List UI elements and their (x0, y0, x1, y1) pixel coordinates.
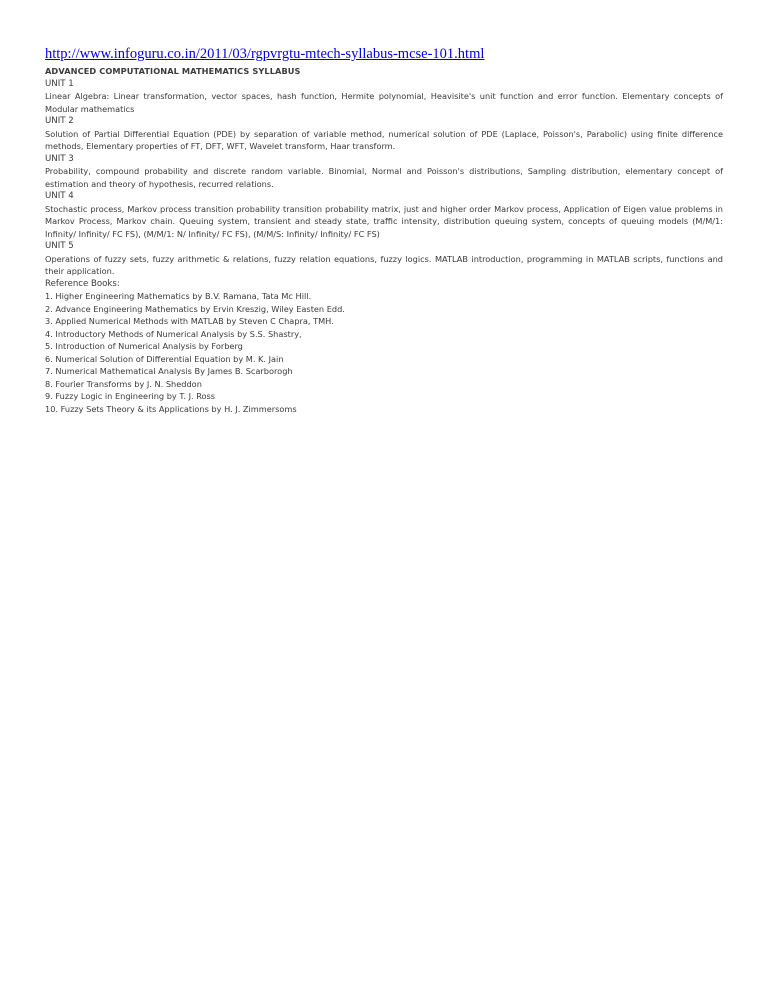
reference-item: 9. Fuzzy Logic in Engineering by T. J. Ross (45, 391, 216, 401)
reference-item: 6. Numerical Solution of Differential Equation by M. K. Jain (45, 353, 284, 364)
reference-item: 8. Fourier Transforms by J. N. Sheddon (45, 378, 202, 389)
reference-item: 5. Introduction of Numerical Analysis by Forberg (45, 341, 243, 351)
unit-2-heading: UNIT 2 (45, 116, 74, 126)
reference-item: 7. Numerical Mathematical Analysis By James B. Scarborogh (45, 366, 293, 376)
unit-4-text: Stochastic process, Markov process transition probability transition probability matrix, just and higher order Markov process, Application of Eigen value problems in Markov Process, Markov chain. Queuing system, transient and steady state, traffic intensity, distribution queuing system, concepts of queuing models (M/M/1: Infinity/ Infinity/ FC FS), (M/M/1: N/ Infinity/ FC FS), (M/M/S: Infinity/ Infinity/ FC FS) (45, 203, 723, 239)
reference-item: 4. Introductory Methods of Numerical Analysis by S.S. Shastry, (45, 328, 302, 339)
unit-5-text: Operations of fuzzy sets, fuzzy arithmetic & relations, fuzzy relation equations, fuzzy logics. MATLAB introduction, programming in MATLAB scripts, functions and their application. (45, 253, 723, 276)
unit-5-heading: UNIT 5 (45, 241, 74, 251)
reference-list (45, 290, 723, 415)
unit-1-heading: UNIT 1 (45, 78, 74, 89)
unit-1-text: Linear Algebra: Linear transformation, vector spaces, hash function, Hermite polynomial, Heavisite's unit function and error function. Elementary concepts of Modular mathematics (45, 91, 723, 114)
reference-item: 2. Advance Engineering Mathematics by Ervin Kreszig, Wiley Easten Edd. (45, 303, 345, 314)
unit-2-section (45, 115, 723, 153)
unit-4-section (45, 190, 723, 240)
source-link[interactable]: http://www.infoguru.co.in/2011/03/rgpvrgtu-mtech-syllabus-mcse-101.html (45, 46, 485, 62)
unit-5-section (45, 240, 723, 278)
syllabus-title: ADVANCED COMPUTATIONAL MATHEMATICS SYLLABUS (45, 66, 301, 76)
references-heading: Reference Books: (45, 278, 120, 289)
unit-1-section (45, 78, 723, 116)
unit-3-heading: UNIT 3 (45, 153, 74, 164)
unit-3-text: Probability, compound probability and discrete random variable. Binomial, Normal and Poisson's distributions, Sampling distribution, elementary concept of estimation and theory of hypothesis, recurred relations. (45, 166, 723, 189)
unit-2-text: Solution of Partial Differential Equation (PDE) by separation of variable method, numerical solution of PDE (Laplace, Poisson's, Parabolic) using finite difference methods, Elementary properties of FT, DFT, WFT, Wavelet transform, Haar transform. (45, 128, 723, 151)
reference-item: 1. Higher Engineering Mathematics by B.V. Ramana, Tata Mc Hill. (45, 291, 312, 301)
unit-3-section (45, 153, 723, 191)
unit-4-heading: UNIT 4 (45, 191, 74, 201)
reference-item: 3. Applied Numerical Methods with MATLAB by Steven C Chapra, TMH. (45, 316, 334, 326)
document-page (45, 45, 723, 415)
reference-item: 10. Fuzzy Sets Theory & its Applications by H. J. Zimmersoms (45, 403, 297, 414)
